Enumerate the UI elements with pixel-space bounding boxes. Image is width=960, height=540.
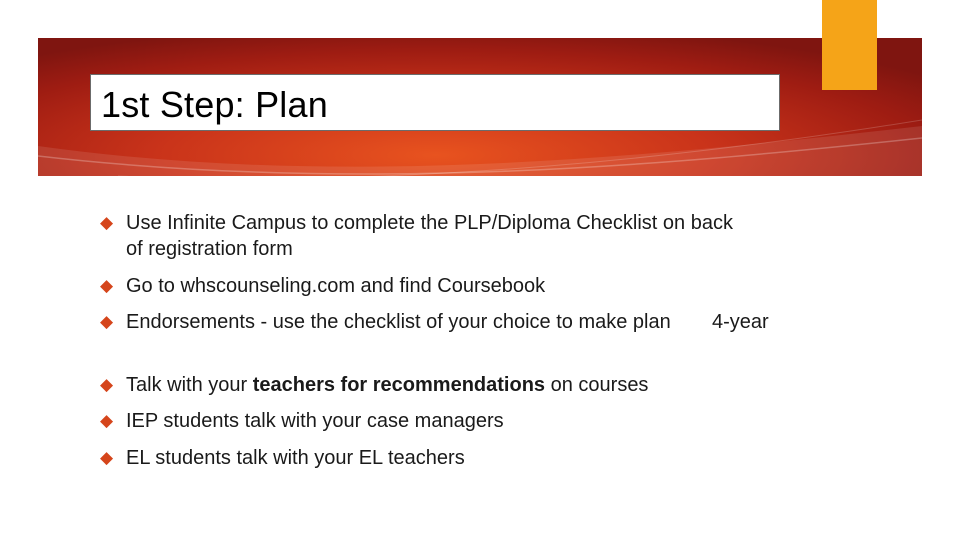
bullet-text-plain: Talk with your [126,374,253,396]
diamond-bullet-icon: ◆ [100,276,114,295]
bullet-text-plain: on courses [545,374,649,396]
diamond-bullet-icon: ◆ [100,448,114,467]
bullet-text: Endorsements - use the checklist of your choice to make plan [126,311,671,333]
title-box [90,74,780,131]
bullet-text [126,372,746,398]
accent-tab [822,0,877,90]
bullet-text: Go to whscounseling.com and find Coursebook [126,275,546,297]
aside-text-4-year: 4-year [712,311,769,333]
page-title: 1st Step: Plan [101,84,328,125]
bullet-text: Use Infinite Campus to complete the PLP/Diploma Checklist on back of registration form [126,212,733,260]
diamond-bullet-icon: ◆ [100,213,114,232]
diamond-bullet-icon: ◆ [100,411,114,430]
bullet-text: EL students talk with your EL teachers [126,447,465,469]
bullet-text: IEP students talk with your case managers [126,410,504,432]
diamond-bullet-icon: ◆ [100,375,114,394]
diamond-bullet-icon: ◆ [100,312,114,331]
bullet-text-bold: teachers for recommendations [252,374,546,396]
